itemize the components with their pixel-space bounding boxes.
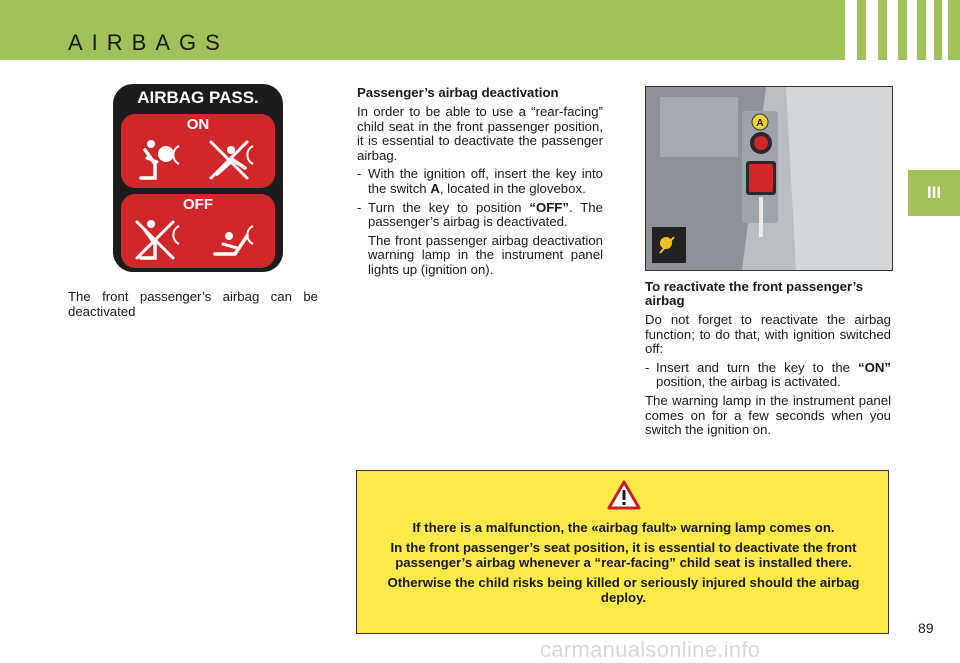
header-stripe bbox=[887, 0, 898, 60]
header-stripe bbox=[926, 0, 934, 60]
reactivation-intro: Do not forget to reactivate the airbag function; to do that, with ignition switched off: bbox=[645, 312, 891, 357]
rear-seat-crossed-icon bbox=[207, 134, 259, 184]
glovebox-switch-photo bbox=[645, 86, 893, 271]
deactivation-step-2 bbox=[357, 201, 603, 230]
header-band bbox=[0, 0, 960, 60]
page-number: 89 bbox=[918, 620, 934, 636]
forward-seat-crossed-icon bbox=[133, 214, 185, 264]
reactivation-step-1 bbox=[645, 361, 891, 390]
reactivation-heading: To reactivate the front passenger’s airbag bbox=[645, 279, 864, 308]
header-stripe bbox=[907, 0, 917, 60]
on-position: “ON” bbox=[858, 359, 891, 375]
footer-watermark: carmanualsonline.info bbox=[540, 637, 761, 662]
header-stripe bbox=[942, 0, 948, 60]
page-title: AIRBAGS bbox=[68, 30, 229, 55]
step-text: With the ignition off, insert the key into the switch bbox=[368, 166, 603, 196]
warning-text bbox=[367, 521, 880, 611]
forward-seat-airbag-icon bbox=[133, 134, 185, 184]
rear-facing-child-seat-icon bbox=[207, 214, 259, 264]
header-stripe bbox=[845, 0, 857, 60]
deactivation-section bbox=[357, 86, 603, 282]
warning-line-1: If there is a malfunction, the «airbag fault» warning lamp comes on. bbox=[412, 520, 835, 535]
warning-box bbox=[356, 470, 889, 634]
airbag-off-word: OFF bbox=[183, 196, 213, 213]
airbag-pass-label bbox=[113, 84, 283, 272]
step-text: Turn the key to position bbox=[368, 199, 530, 215]
warning-line-2: In the front passenger’s seat position, it is essential to deactivate the front passenger’s airbag whenever a “rear-facing” child seat is installed there. bbox=[390, 540, 857, 570]
header-stripe bbox=[866, 0, 878, 60]
switch-key-letter: A bbox=[430, 180, 440, 196]
switch-marker: A bbox=[756, 118, 764, 129]
chapter-tab bbox=[908, 170, 960, 216]
deactivation-step-1 bbox=[357, 167, 603, 196]
glovebox-illustration bbox=[646, 87, 892, 270]
off-position: “OFF” bbox=[529, 199, 569, 215]
reactivation-section bbox=[645, 280, 891, 442]
deactivation-heading: Passenger’s airbag deactivation bbox=[357, 85, 559, 100]
airbag-on-panel bbox=[121, 114, 275, 188]
step-text: , located in the glovebox. bbox=[439, 180, 586, 196]
step-text: . The passenger’s airbag is deactivated. bbox=[368, 199, 603, 230]
chapter-tab-label: III bbox=[926, 183, 942, 202]
reactivation-note: The warning lamp in the instrument panel comes on for a few seconds when you switch the ignition on. bbox=[645, 392, 891, 438]
deactivation-note: The front passenger airbag deactivation warning lamp in the instrument panel lights up (ignition on). bbox=[368, 232, 603, 277]
warning-line-3: Otherwise the child risks being killed or seriously injured should the airbag deploy. bbox=[387, 575, 860, 605]
airbag-off-panel bbox=[121, 194, 275, 268]
airbag-on-word: ON bbox=[186, 116, 210, 133]
figure-caption: The front passenger’s airbag can be deactivated bbox=[68, 289, 318, 319]
airbag-label-heading: AIRBAG PASS. bbox=[137, 88, 259, 107]
warning-triangle-icon bbox=[607, 480, 641, 510]
deactivation-intro: In order to be able to use a “rear-facing” child seat in the front passenger position, it is essential to deactivate the passenger airbag. bbox=[357, 104, 603, 163]
step-text: position, the airbag is activated. bbox=[656, 374, 841, 390]
step-text: Insert and turn the key to the bbox=[656, 359, 859, 375]
